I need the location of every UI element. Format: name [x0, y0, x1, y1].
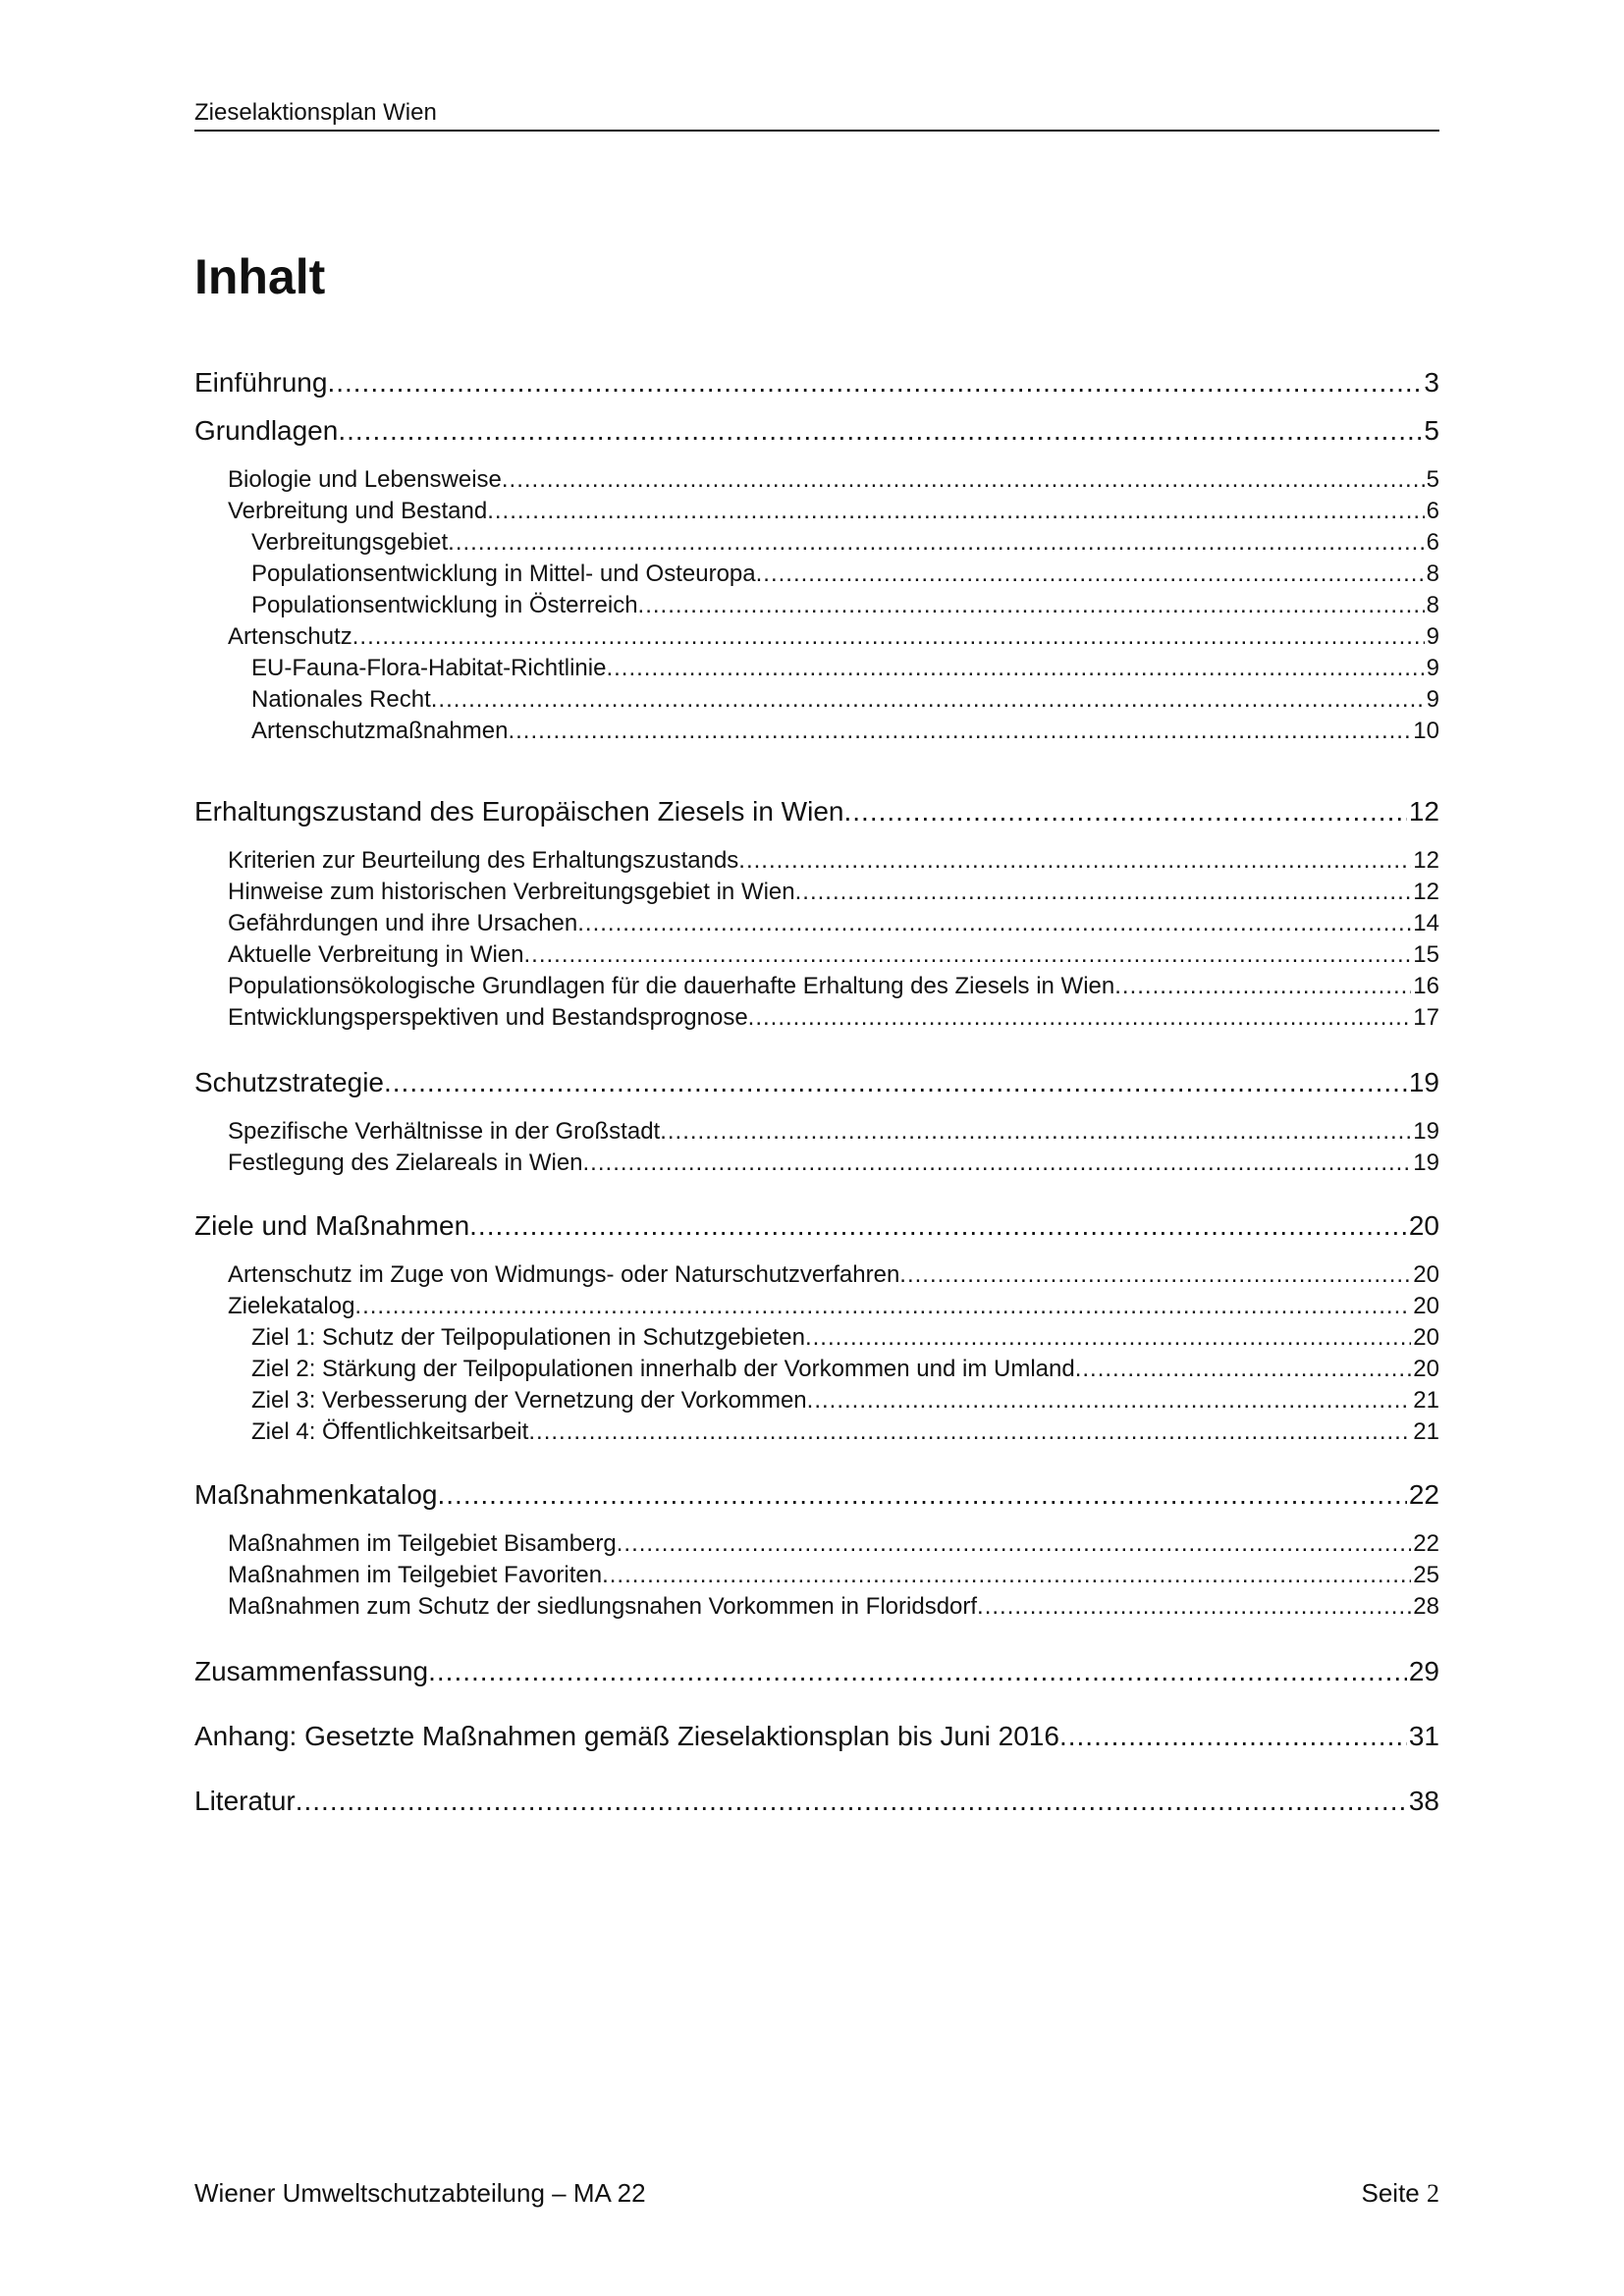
toc-entry-page: 22 — [1408, 1479, 1439, 1510]
toc-entry-massnahmenkatalog[interactable] — [194, 1478, 1439, 1512]
toc-entry-page: 9 — [1426, 655, 1439, 681]
toc-entry-schutzstrategie[interactable] — [194, 1066, 1439, 1099]
toc-dot-leader — [843, 795, 1406, 828]
toc-entry-label: Maßnahmen zum Schutz der siedlungsnahen Vorkommen in Floridsdorf — [228, 1593, 978, 1620]
toc-dot-leader — [602, 1561, 1411, 1590]
toc-dot-leader — [327, 366, 1422, 400]
toc-dot-leader — [805, 1323, 1411, 1353]
footer-organization: Wiener Umweltschutzabteilung – MA 22 — [194, 2178, 646, 2208]
toc-entry-ffh-richtlinie[interactable] — [251, 654, 1439, 683]
toc-entry-label: Ziele und Maßnahmen — [194, 1210, 470, 1241]
toc-entry-label: Spezifische Verhältnisse in der Großstadt — [228, 1118, 661, 1145]
toc-entry-label: Verbreitung und Bestand — [228, 498, 488, 524]
toc-entry-favoriten[interactable] — [228, 1561, 1439, 1590]
toc-entry-label: Maßnahmen im Teilgebiet Favoriten — [228, 1562, 603, 1588]
toc-entry-page: 15 — [1413, 941, 1439, 968]
toc-entry-page: 12 — [1413, 879, 1439, 905]
toc-entry-artenschutz[interactable] — [228, 622, 1439, 652]
toc-entry-label: Aktuelle Verbreitung in Wien — [228, 941, 524, 968]
toc-entry-artenschutzmassnahmen[interactable] — [251, 717, 1439, 746]
toc-dot-leader — [977, 1592, 1411, 1622]
footer-page-number: 2 — [1427, 2179, 1439, 2208]
toc-entry-label: Anhang: Gesetzte Maßnahmen gemäß Zieselaktionsplan bis Juni 2016 — [194, 1721, 1059, 1751]
toc-entry-label: Gefährdungen und ihre Ursachen — [228, 910, 578, 936]
toc-dot-leader — [528, 1417, 1411, 1447]
toc-dot-leader — [606, 654, 1424, 683]
toc-entry-page: 38 — [1408, 1786, 1439, 1816]
toc-entry-page: 16 — [1413, 973, 1439, 999]
toc-entry-label: Zusammenfassung — [194, 1656, 429, 1686]
toc-dot-leader — [617, 1529, 1412, 1559]
footer-page-label: Seite — [1361, 2178, 1420, 2208]
toc-entry-page: 8 — [1426, 561, 1439, 587]
toc-entry-label: Einführung — [194, 367, 328, 398]
toc-entry-label: Grundlagen — [194, 415, 339, 446]
toc-entry-entwicklungsperspektiven[interactable] — [228, 1003, 1439, 1033]
toc-entry-literatur[interactable] — [194, 1785, 1439, 1818]
toc-entry-label: Artenschutz — [228, 623, 352, 650]
toc-entry-page: 14 — [1413, 910, 1439, 936]
toc-dot-leader — [577, 909, 1411, 938]
toc-entry-anhang[interactable] — [194, 1720, 1439, 1753]
toc-entry-label: EU-Fauna-Flora-Habitat-Richtlinie — [251, 655, 607, 681]
toc-dot-leader — [795, 878, 1412, 907]
toc-entry-page: 31 — [1408, 1721, 1439, 1751]
toc-entry-page: 5 — [1426, 466, 1439, 493]
toc-entry-label: Ziel 4: Öffentlichkeitsarbeit — [251, 1418, 529, 1445]
toc-dot-leader — [384, 1066, 1407, 1099]
toc-dot-leader — [508, 717, 1411, 746]
toc-entry-page: 17 — [1413, 1004, 1439, 1031]
toc-entry-page: 21 — [1413, 1387, 1439, 1414]
toc-entry-zusammenfassung[interactable] — [194, 1655, 1439, 1688]
toc-entry-zielareal[interactable] — [228, 1148, 1439, 1178]
toc-entry-label: Literatur — [194, 1786, 296, 1816]
toc-dot-leader — [487, 497, 1424, 526]
footer-page-indicator — [1362, 2177, 1440, 2210]
toc-entry-ziel-2[interactable] — [251, 1355, 1439, 1384]
toc-entry-nationales-recht[interactable] — [251, 685, 1439, 715]
toc-entry-label: Verbreitungsgebiet — [251, 529, 449, 556]
toc-entry-page: 25 — [1413, 1562, 1439, 1588]
toc-entry-ziel-4[interactable] — [251, 1417, 1439, 1447]
toc-entry-page: 19 — [1413, 1118, 1439, 1145]
toc-entry-ziel-3[interactable] — [251, 1386, 1439, 1415]
toc-entry-label: Ziel 1: Schutz der Teilpopulationen in Schutzgebieten — [251, 1324, 805, 1351]
toc-entry-label: Erhaltungszustand des Europäischen Ziesels in Wien — [194, 796, 844, 827]
toc-entry-page: 3 — [1424, 367, 1439, 398]
toc-entry-page: 20 — [1413, 1324, 1439, 1351]
toc-dot-leader — [756, 560, 1425, 589]
toc-dot-leader — [437, 1478, 1406, 1512]
toc-dot-leader — [296, 1785, 1407, 1818]
toc-entry-page: 10 — [1413, 718, 1439, 744]
toc-entry-label: Entwicklungsperspektiven und Bestandsprognose — [228, 1004, 748, 1031]
toc-entry-populationsoekologie[interactable] — [228, 972, 1439, 1001]
toc-dot-leader — [807, 1386, 1412, 1415]
toc-entry-label: Schutzstrategie — [194, 1067, 384, 1097]
toc-entry-page: 19 — [1408, 1067, 1439, 1097]
toc-entry-page: 12 — [1408, 796, 1439, 827]
toc-dot-leader — [583, 1148, 1412, 1178]
toc-dot-leader — [469, 1209, 1407, 1243]
toc-entry-zielekatalog[interactable] — [228, 1292, 1439, 1321]
toc-entry-page: 19 — [1413, 1149, 1439, 1176]
toc-entry-label: Ziel 2: Stärkung der Teilpopulationen innerhalb der Vorkommen und im Umland — [251, 1356, 1075, 1382]
toc-entry-population-mittel-osteuropa[interactable] — [251, 560, 1439, 589]
toc-entry-label: Populationsökologische Grundlagen für die dauerhafte Erhaltung des Ziesels in Wien — [228, 973, 1115, 999]
page-footer — [194, 2177, 1439, 2210]
toc-entry-ziel-1[interactable] — [251, 1323, 1439, 1353]
toc-entry-population-oesterreich[interactable] — [251, 591, 1439, 620]
toc-dot-leader — [738, 846, 1411, 876]
toc-dot-leader — [431, 685, 1425, 715]
toc-entry-page: 9 — [1426, 623, 1439, 650]
toc-entry-page: 5 — [1424, 415, 1439, 446]
toc-entry-page: 20 — [1413, 1356, 1439, 1382]
toc-entry-label: Maßnahmen im Teilgebiet Bisamberg — [228, 1530, 617, 1557]
header-text: Zieselaktionsplan Wien — [194, 99, 437, 126]
toc-entry-label: Artenschutz im Zuge von Widmungs- oder Naturschutzverfahren — [228, 1261, 900, 1288]
toc-entry-erhaltungszustand[interactable] — [194, 795, 1439, 828]
toc-dot-leader — [660, 1117, 1411, 1147]
toc-dot-leader — [1059, 1720, 1407, 1753]
toc-entry-widmungsverfahren[interactable] — [228, 1260, 1439, 1290]
toc-entry-label: Artenschutzmaßnahmen — [251, 718, 509, 744]
toc-entry-verbreitungsgebiet[interactable] — [251, 528, 1439, 558]
toc-entry-verbreitung-bestand[interactable] — [228, 497, 1439, 526]
toc-entry-grundlagen[interactable] — [194, 414, 1439, 448]
toc-entry-page: 20 — [1408, 1210, 1439, 1241]
toc-entry-page: 21 — [1413, 1418, 1439, 1445]
toc-entry-grossstadt[interactable] — [228, 1117, 1439, 1147]
toc-entry-aktuelle-verbreitung[interactable] — [228, 940, 1439, 970]
toc-entry-bisamberg[interactable] — [228, 1529, 1439, 1559]
running-header — [194, 98, 1439, 132]
toc-dot-leader — [1075, 1355, 1412, 1384]
toc-entry-page: 12 — [1413, 847, 1439, 874]
toc-entry-label: Nationales Recht — [251, 686, 431, 713]
toc-entry-page: 9 — [1426, 686, 1439, 713]
toc-entry-label: Biologie und Lebensweise — [228, 466, 502, 493]
toc-entry-label: Festlegung des Zielareals in Wien — [228, 1149, 583, 1176]
toc-dot-leader — [448, 528, 1424, 558]
toc-entry-label: Populationsentwicklung in Österreich — [251, 592, 638, 618]
toc-entry-floridsdorf[interactable] — [228, 1592, 1439, 1622]
toc-entry-page: 20 — [1413, 1261, 1439, 1288]
toc-entry-page: 20 — [1413, 1293, 1439, 1319]
toc-entry-label: Maßnahmenkatalog — [194, 1479, 438, 1510]
toc-entry-page: 22 — [1413, 1530, 1439, 1557]
toc-dot-leader — [1114, 972, 1411, 1001]
toc-dot-leader — [338, 414, 1422, 448]
toc-entry-page: 29 — [1408, 1656, 1439, 1686]
toc-entry-page: 8 — [1426, 592, 1439, 618]
toc-dot-leader — [502, 465, 1425, 495]
toc-entry-label: Kriterien zur Beurteilung des Erhaltungszustands — [228, 847, 739, 874]
toc-entry-page: 6 — [1426, 529, 1439, 556]
page-title: Inhalt — [194, 249, 326, 304]
toc-entry-label: Hinweise zum historischen Verbreitungsgebiet in Wien — [228, 879, 795, 905]
toc-entry-page: 6 — [1426, 498, 1439, 524]
toc-entry-label: Ziel 3: Verbesserung der Vernetzung der Vorkommen — [251, 1387, 807, 1414]
toc-entry-ziele-massnahmen[interactable] — [194, 1209, 1439, 1243]
toc-entry-label: Populationsentwicklung in Mittel- und Osteuropa — [251, 561, 756, 587]
toc-entry-page: 28 — [1413, 1593, 1439, 1620]
toc-entry-biologie[interactable] — [228, 465, 1439, 495]
toc-dot-leader — [354, 1292, 1411, 1321]
toc-dot-leader — [524, 940, 1412, 970]
toc-dot-leader — [638, 591, 1425, 620]
toc-dot-leader — [352, 622, 1425, 652]
toc-entry-label: Zielekatalog — [228, 1293, 355, 1319]
toc-entry-einfuehrung[interactable] — [194, 366, 1439, 400]
toc-dot-leader — [748, 1003, 1412, 1033]
toc-entry-kriterien[interactable] — [228, 846, 1439, 876]
toc-dot-leader — [428, 1655, 1407, 1688]
toc-dot-leader — [899, 1260, 1411, 1290]
toc-entry-gefaehrdungen[interactable] — [228, 909, 1439, 938]
toc-entry-hinweise[interactable] — [228, 878, 1439, 907]
